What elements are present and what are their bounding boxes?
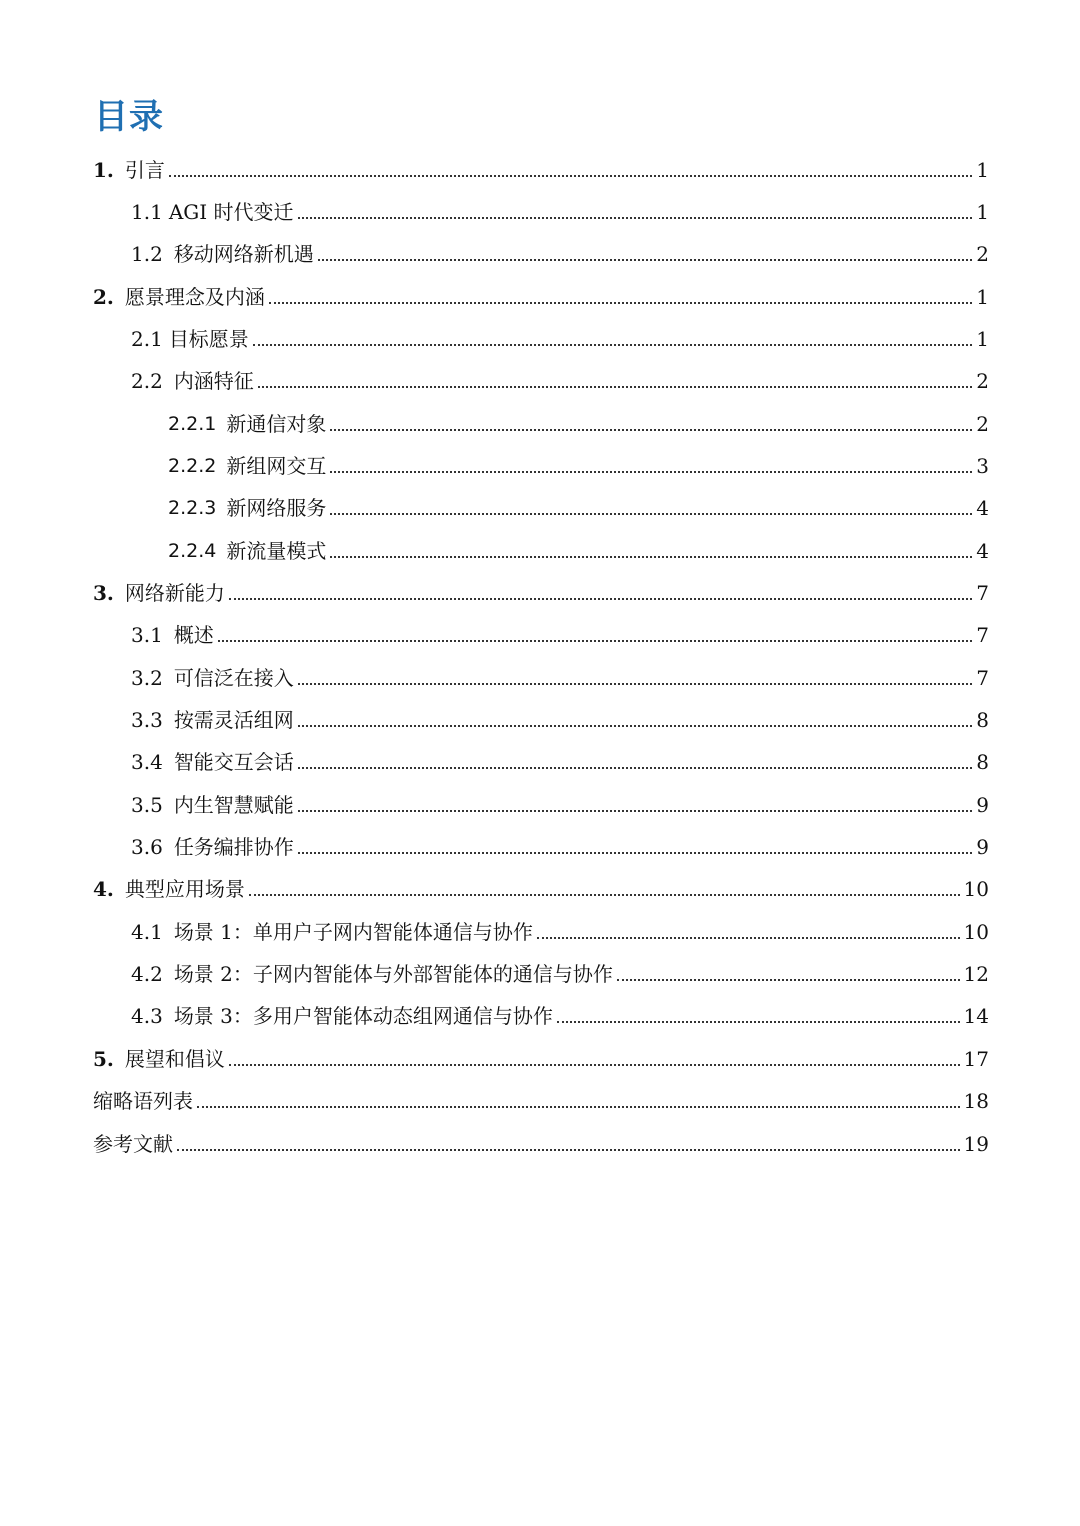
toc-entry-2-1[interactable] xyxy=(131,312,989,352)
toc-page-number: 8 xyxy=(976,708,989,732)
toc-page-number: 18 xyxy=(963,1089,989,1113)
toc-leader-dots xyxy=(229,598,972,600)
toc-page-number: 1 xyxy=(976,327,989,351)
toc-entry-number: 1.1 xyxy=(131,200,163,224)
toc-leader-dots xyxy=(298,217,973,219)
toc-page-number: 7 xyxy=(976,623,989,647)
toc-entry-number: 4.3 xyxy=(131,1004,163,1028)
toc-page-number: 4 xyxy=(976,496,989,520)
toc-page-number: 7 xyxy=(976,666,989,690)
toc-entry-title: 概述 xyxy=(173,623,214,647)
toc-page-number: 19 xyxy=(963,1132,989,1156)
toc-entry-title: 内生智慧赋能 xyxy=(173,793,294,817)
toc-entry-2-2-3[interactable] xyxy=(168,481,989,521)
toc-entry-title: 智能交互会话 xyxy=(173,750,294,774)
toc-leader-dots xyxy=(229,1064,960,1066)
toc-leader-dots xyxy=(218,640,972,642)
toc-entry-title: 愿景理念及内涵 xyxy=(124,285,265,309)
toc-entry-title: 任务编排协作 xyxy=(173,835,294,859)
toc-entry-title: 移动网络新机遇 xyxy=(173,242,314,266)
toc-leader-dots xyxy=(169,175,972,177)
toc-page-number: 17 xyxy=(963,1047,989,1071)
toc-entry-title: 场景 1：单用户子网内智能体通信与协作 xyxy=(173,920,533,944)
toc-entry-3-1[interactable] xyxy=(131,608,989,648)
toc-entry-number: 2.1 xyxy=(131,327,163,351)
toc-entry-title: 引言 xyxy=(124,158,165,182)
toc-entry-number: 2.2 xyxy=(131,369,163,393)
toc-entry-number: 2.2.1 xyxy=(168,413,217,435)
toc-leader-dots xyxy=(330,471,972,473)
toc-page-number: 12 xyxy=(963,962,989,986)
toc-entry-number: 3.6 xyxy=(131,835,163,859)
toc-entry-1-2[interactable] xyxy=(131,227,989,267)
toc-page-number: 2 xyxy=(976,412,989,436)
toc-leader-dots xyxy=(197,1106,960,1108)
toc-entry-5[interactable] xyxy=(93,1032,989,1072)
toc-entry-3-4[interactable] xyxy=(131,735,989,775)
toc-entry-3-5[interactable] xyxy=(131,778,989,818)
toc-entry-number: 3.1 xyxy=(131,623,163,647)
toc-entry-abbreviations[interactable] xyxy=(93,1074,989,1114)
toc-page-number: 1 xyxy=(976,200,989,224)
toc-page-number: 2 xyxy=(976,369,989,393)
toc-leader-dots xyxy=(318,259,972,261)
toc-leader-dots xyxy=(330,513,972,515)
toc-entry-title: 内涵特征 xyxy=(173,369,254,393)
toc-entry-1[interactable] xyxy=(93,143,989,183)
toc-entry-3-2[interactable] xyxy=(131,651,989,691)
toc-leader-dots xyxy=(298,810,972,812)
toc-entry-title: 目标愿景 xyxy=(168,327,249,351)
toc-entry-number: 3.5 xyxy=(131,793,163,817)
toc-entry-2-2-2[interactable] xyxy=(168,439,989,479)
toc-page-number: 8 xyxy=(976,750,989,774)
toc-entry-title: 展望和倡议 xyxy=(124,1047,225,1071)
toc-entry-number: 4.2 xyxy=(131,962,163,986)
toc-entry-title: 参考文献 xyxy=(93,1132,173,1156)
toc-entry-3-3[interactable] xyxy=(131,693,989,733)
toc-page-number: 9 xyxy=(976,835,989,859)
toc-leader-dots xyxy=(557,1021,960,1023)
toc-entry-title: 新组网交互 xyxy=(226,454,327,478)
toc-entry-1-1[interactable] xyxy=(131,185,989,225)
toc-leader-dots xyxy=(253,344,972,346)
toc-entry-number: 3.4 xyxy=(131,750,163,774)
toc-entry-title: 典型应用场景 xyxy=(124,877,245,901)
toc-entry-4-3[interactable] xyxy=(131,989,989,1029)
toc-entry-number: 1.2 xyxy=(131,242,163,266)
page-title: 目录 xyxy=(94,97,164,137)
toc-entry-title: 新通信对象 xyxy=(226,412,327,436)
toc-leader-dots xyxy=(258,386,972,388)
toc-entry-4[interactable] xyxy=(93,862,989,902)
toc-leader-dots xyxy=(330,429,972,431)
toc-page-number: 10 xyxy=(963,920,989,944)
toc-page-number: 3 xyxy=(976,454,989,478)
toc-entry-title: 新网络服务 xyxy=(226,496,327,520)
toc-entry-number: 2. xyxy=(93,285,114,309)
toc-page-number: 1 xyxy=(976,285,989,309)
toc-entry-4-1[interactable] xyxy=(131,905,989,945)
toc-entry-number: 3. xyxy=(93,581,114,605)
toc-page-number: 2 xyxy=(976,242,989,266)
toc-entry-2-2[interactable] xyxy=(131,354,989,394)
toc-entry-title: 可信泛在接入 xyxy=(173,666,294,690)
toc-leader-dots xyxy=(298,683,972,685)
toc-entry-2[interactable] xyxy=(93,270,989,310)
toc-entry-3-6[interactable] xyxy=(131,820,989,860)
toc-page-number: 14 xyxy=(963,1004,989,1028)
toc-entry-title: 场景 2：子网内智能体与外部智能体的通信与协作 xyxy=(173,962,613,986)
toc-entry-title: 网络新能力 xyxy=(124,581,225,605)
toc-entry-title: 缩略语列表 xyxy=(93,1089,193,1113)
toc-entry-2-2-1[interactable] xyxy=(168,397,989,437)
toc-leader-dots xyxy=(617,979,960,981)
toc-page-number: 4 xyxy=(976,539,989,563)
toc-entry-references[interactable] xyxy=(93,1117,989,1157)
toc-leader-dots xyxy=(269,302,972,304)
toc-entry-number: 2.2.4 xyxy=(168,540,217,562)
toc-leader-dots xyxy=(537,937,960,939)
toc-leader-dots xyxy=(330,556,972,558)
toc-entry-4-2[interactable] xyxy=(131,947,989,987)
toc-entry-number: 3.2 xyxy=(131,666,163,690)
toc-entry-title: AGI 时代变迁 xyxy=(168,200,294,224)
toc-entry-2-2-4[interactable] xyxy=(168,524,989,564)
toc-leader-dots xyxy=(177,1149,960,1151)
toc-page-number: 7 xyxy=(976,581,989,605)
toc-page-number: 1 xyxy=(976,158,989,182)
toc-leader-dots xyxy=(298,725,972,727)
toc-leader-dots xyxy=(298,852,972,854)
toc-leader-dots xyxy=(249,894,960,896)
toc-entry-title: 新流量模式 xyxy=(226,539,327,563)
toc-entry-number: 4. xyxy=(93,877,114,901)
toc-entry-number: 2.2.3 xyxy=(168,497,217,519)
toc-entry-number: 2.2.2 xyxy=(168,455,217,477)
toc-entry-3[interactable] xyxy=(93,566,989,606)
toc-entry-number: 3.3 xyxy=(131,708,163,732)
toc-page-number: 10 xyxy=(963,877,989,901)
toc-entry-title: 场景 3：多用户智能体动态组网通信与协作 xyxy=(173,1004,553,1028)
toc-entry-title: 按需灵活组网 xyxy=(173,708,294,732)
toc-entry-number: 1. xyxy=(93,158,114,182)
toc-entry-number: 5. xyxy=(93,1047,114,1071)
toc-leader-dots xyxy=(298,767,972,769)
toc-entry-number: 4.1 xyxy=(131,920,163,944)
toc-page-number: 9 xyxy=(976,793,989,817)
